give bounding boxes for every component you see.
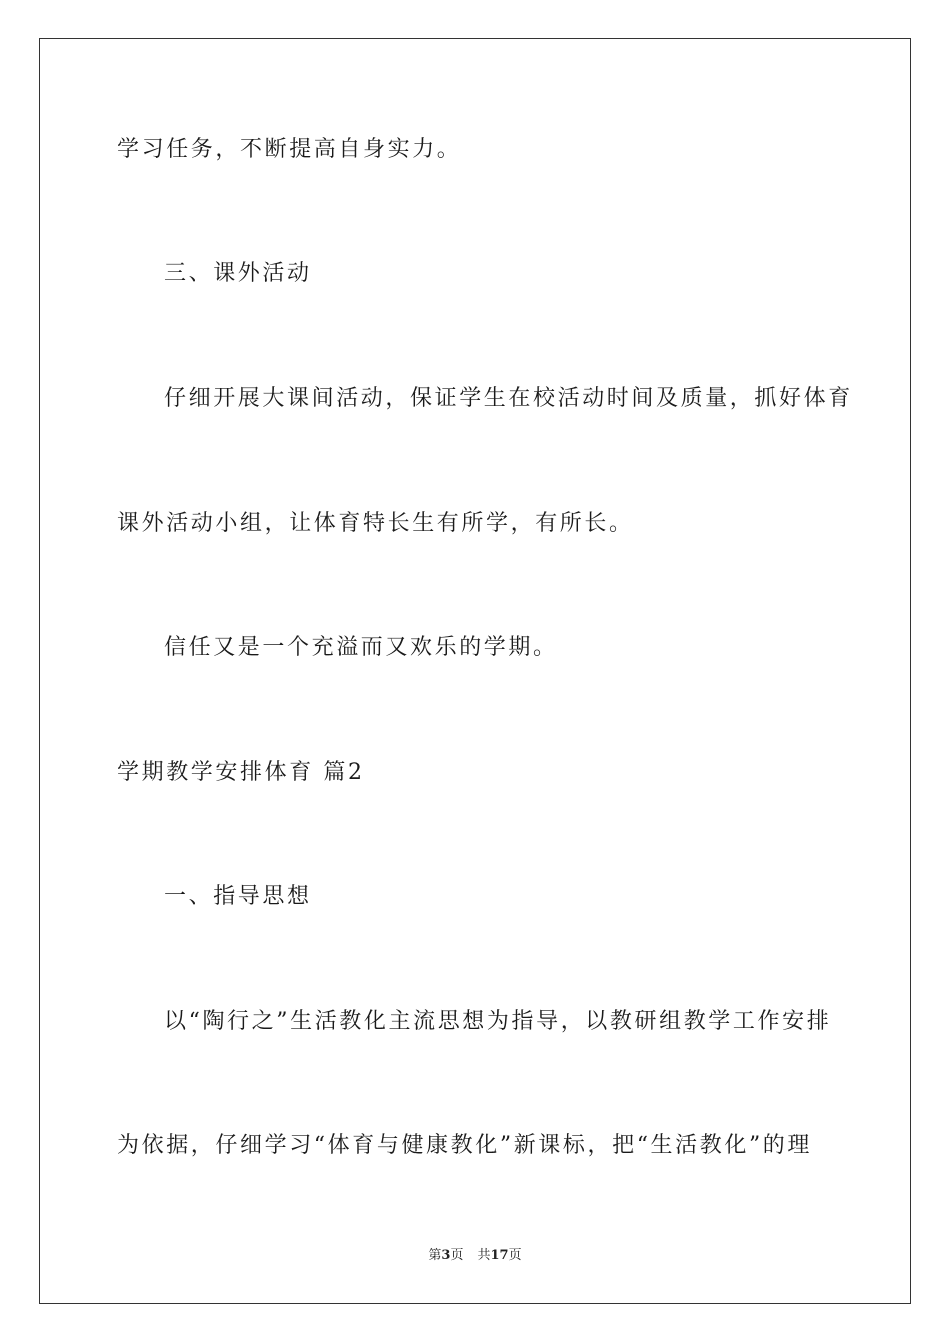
paragraph-line: 课外活动小组，让体育特长生有所学，有所长。 bbox=[117, 511, 634, 536]
paragraph-line: 以“陶行之”生活教化主流思想为指导，以教研组教学工作安排 bbox=[164, 1009, 832, 1034]
page-number: 第3页 bbox=[428, 1248, 464, 1263]
paragraph-line: 学习任务，不断提高自身实力。 bbox=[117, 137, 462, 162]
paragraph-line: 信任又是一个充溢而又欢乐的学期。 bbox=[164, 635, 558, 660]
section-heading-guiding-thought: 一、指导思想 bbox=[164, 884, 312, 909]
paragraph-line: 仔细开展大课间活动，保证学生在校活动时间及质量，抓好体育 bbox=[164, 386, 853, 411]
page-border bbox=[39, 38, 911, 1304]
page-footer bbox=[0, 1246, 950, 1266]
page-total: 共17页 bbox=[477, 1248, 522, 1263]
article-title: 学期教学安排体育 篇2 bbox=[117, 760, 365, 785]
paragraph-line: 为依据，仔细学习“体育与健康教化”新课标，把“生活教化”的理 bbox=[117, 1133, 812, 1158]
section-heading-extracurricular: 三、课外活动 bbox=[164, 261, 312, 286]
